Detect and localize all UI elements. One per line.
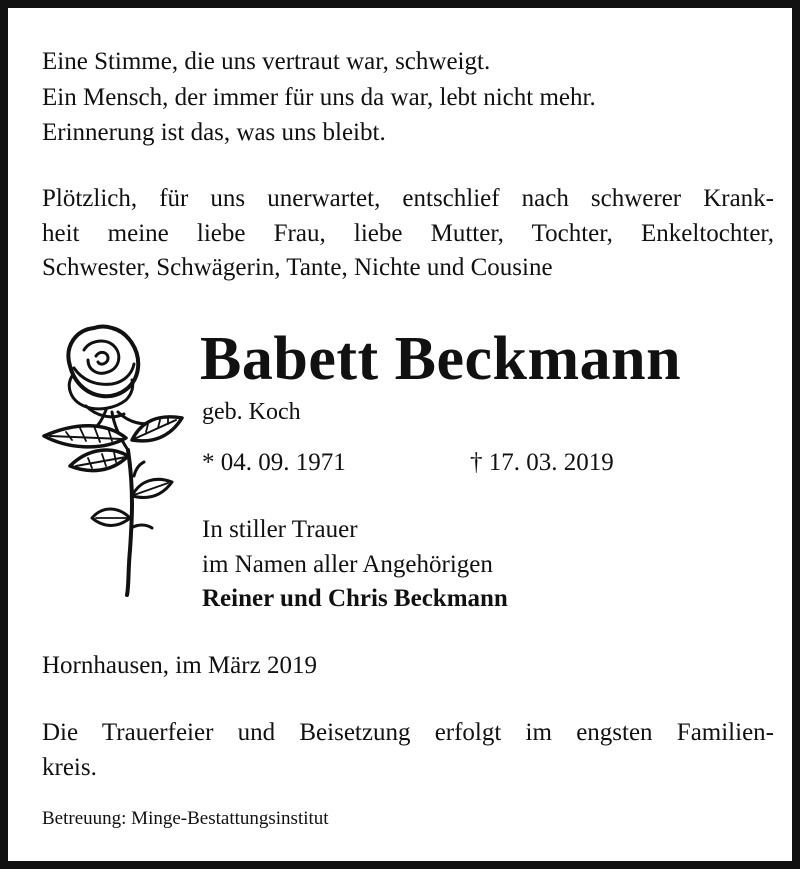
announcement-line-1: Plötzlich, für uns unerwartet, entschlief nach schwerer Krank-	[42, 185, 774, 212]
verse-line-3: Erinnerung ist das, was uns bleibt.	[42, 119, 386, 146]
maiden-name: geb. Koch	[202, 399, 301, 425]
birth-date: * 04. 09. 1971	[202, 449, 346, 476]
announcement-line-2: heit meine liebe Frau, liebe Mutter, Tochter, Enkeltochter,	[42, 220, 774, 247]
place-date: Hornhausen, im März 2019	[42, 652, 317, 679]
funeral-line-2: kreis.	[42, 754, 97, 781]
death-date: † 17. 03. 2019	[470, 449, 614, 476]
verse-line-1: Eine Stimme, die uns vertraut war, schweigt.	[42, 48, 491, 75]
mourners-names: Reiner und Chris Beckmann	[202, 585, 508, 612]
deceased-name: Babett Beckmann	[200, 325, 682, 393]
mourners-line-2: im Namen aller Angehörigen	[202, 551, 493, 578]
undertaker-credit: Betreuung: Minge-Bestattungsinstitut	[42, 808, 329, 829]
funeral-line-1: Die Trauerfeier und Beisetzung erfolgt im engsten Familien-	[42, 719, 774, 746]
verse-line-2: Ein Mensch, der immer für uns da war, lebt nicht mehr.	[42, 84, 596, 111]
announcement-line-3: Schwester, Schwägerin, Tante, Nichte und Cousine	[42, 254, 553, 281]
mourners-line-1: In stiller Trauer	[202, 516, 358, 543]
rose-icon	[36, 320, 186, 605]
